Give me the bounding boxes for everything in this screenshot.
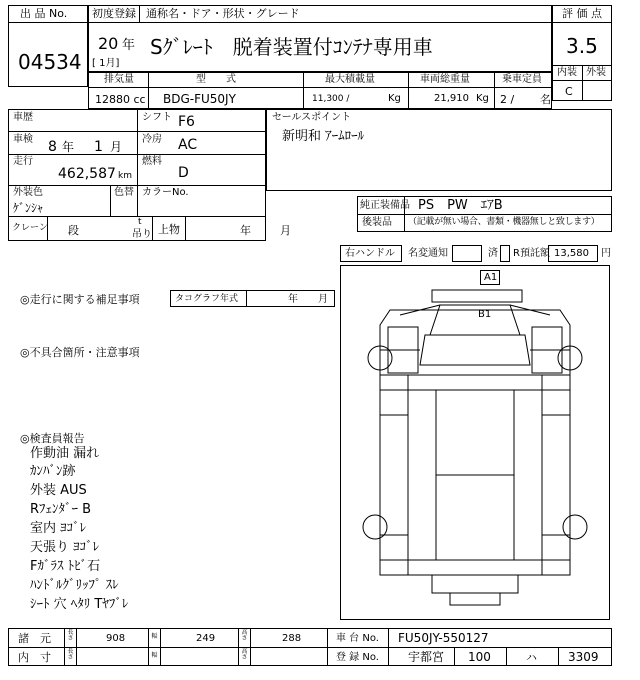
sales-label: セールスポイント: [272, 112, 352, 123]
reg-month: [ 1月]: [92, 58, 120, 69]
plate-label: 登 録 No.: [336, 652, 379, 663]
rating-label: 評 価 点: [562, 7, 602, 20]
lift-label: 上物: [158, 223, 180, 236]
model-label: 型 式: [196, 74, 236, 85]
lot-no: 04534: [18, 50, 82, 74]
height-value: 288: [282, 633, 302, 644]
displacement-label: 排気量: [104, 74, 134, 85]
plate-kana: ハ: [526, 651, 537, 664]
inspector-line: Fｶﾞﾗｽ ﾄﾋﾞ石: [30, 559, 101, 574]
mileage: 462,587: [58, 166, 116, 182]
name-change-label: 名変通知: [408, 248, 448, 259]
equipment-value: PS PW ｴｱB: [418, 198, 503, 213]
tachograph-label: タコグラフ年式: [175, 294, 239, 304]
inspection-month-unit: 月: [110, 140, 123, 154]
lot-no-label: 出 品 No.: [20, 7, 68, 20]
color-no-label: 色替: [114, 187, 134, 198]
plate-region: 宇都宮: [408, 650, 445, 664]
exterior-color-label: 外装色: [13, 187, 43, 198]
lift-year-unit: 年: [240, 224, 251, 237]
recycle-label: R預託額: [513, 248, 550, 259]
aircon-value: AC: [178, 137, 198, 153]
inspection-month: 1: [94, 139, 103, 155]
width-value: 249: [196, 633, 216, 644]
inspection-label: 車検: [13, 134, 33, 145]
height-label: 高さ: [241, 629, 248, 642]
exterior-label: 外装: [586, 67, 606, 78]
tachograph-month-unit: 月: [318, 294, 328, 305]
inspection-year-unit: 年: [62, 140, 75, 154]
inspection-year: 8: [48, 139, 57, 155]
name-label: 通称名・ドア・形状・グレード: [146, 7, 300, 20]
reg-year: 20: [98, 34, 119, 53]
shift-value: F6: [178, 114, 195, 130]
recycle-amount: 13,580: [554, 248, 589, 259]
plate-number: 3309: [568, 650, 599, 664]
lift-month-unit: 月: [280, 224, 291, 237]
capacity: 2 /: [500, 93, 515, 106]
displacement: 12880 cc: [95, 93, 146, 106]
width-label-inner: 幅: [151, 652, 158, 659]
inner-label: 内 寸: [18, 651, 51, 664]
rating-value: 3.5: [566, 34, 598, 58]
mileage-unit: km: [118, 171, 132, 181]
gross-weight-unit: Kg: [476, 93, 489, 104]
recycle-check-box: [500, 245, 510, 262]
inspector-line: 天張り ﾖｺﾞﾚ: [30, 540, 100, 555]
inspector-line: 外装 AUS: [30, 483, 87, 498]
first-reg-label: 初度登録: [92, 7, 136, 20]
length-value: 908: [106, 633, 126, 644]
max-load: 11,300 /: [312, 94, 350, 104]
inspector-line: ｼｰﾄ 穴 ﾍﾀﾘ Tﾔﾌﾞﾚ: [30, 597, 129, 612]
mileage-label: 走行: [13, 156, 33, 167]
interior-rating: C: [565, 85, 573, 98]
inspector-line: 作動油 漏れ: [30, 446, 100, 461]
fuel-value: D: [178, 165, 189, 181]
sales-text: 新明和 ｱｰﾑﾛｰﾙ: [282, 129, 365, 144]
shift-label: シフト: [142, 112, 172, 123]
aircon-label: 冷房: [142, 134, 162, 145]
tachograph-year-unit: 年: [288, 294, 298, 305]
inspector-label: ◎検査員報告: [20, 432, 85, 445]
model: BDG-FU50JY: [163, 92, 236, 106]
length-label-inner: 長さ: [67, 648, 74, 661]
width-label: 幅: [151, 633, 158, 640]
max-load-unit: Kg: [388, 93, 401, 104]
crane-ton-unit: t: [138, 217, 142, 227]
reg-year-unit: 年: [122, 38, 136, 53]
plate-class: 100: [468, 650, 491, 664]
grade-title: Sｸﾞﾚｰﾄ 脱着装置付ｺﾝﾃﾅ専用車: [150, 35, 433, 59]
inspector-line: ｶﾝﾊﾞﾝ跡: [30, 464, 76, 479]
inspector-line: ﾊﾝﾄﾞﾙｸﾞﾘｯﾌﾟ ｽﾚ: [30, 578, 119, 593]
length-label: 長さ: [67, 629, 74, 642]
crane-lift-unit: 吊り: [132, 229, 152, 240]
recycle-unit: 円: [601, 248, 611, 259]
color-code-label: カラーNo.: [142, 187, 189, 198]
inspector-line: 室内 ﾖｺﾞﾚ: [30, 521, 87, 536]
mark-a1: A1: [484, 272, 498, 283]
crane-stage-unit: 段: [68, 224, 79, 237]
equipment-label: 純正装備品: [360, 200, 410, 211]
capacity-unit: 名: [540, 93, 551, 106]
chassis-label: 車 台 No.: [336, 633, 379, 644]
exterior-color: ｹﾞﾝｼｬ: [13, 201, 44, 215]
fuel-label: 燃料: [142, 156, 162, 167]
name-change-box: [452, 245, 482, 262]
chassis-value: FU50JY-550127: [398, 631, 489, 645]
height-label-inner: 高さ: [241, 648, 248, 661]
driving-remarks-label: ◎走行に関する補足事項: [20, 293, 140, 306]
interior-label: 内装: [557, 67, 577, 78]
history-label: 車歴: [13, 112, 33, 123]
aftermarket-note: （記載が無い場合、書類・機器無しと致します）: [408, 217, 600, 227]
steering: 右ハンドル: [345, 248, 395, 259]
outer-label: 諸 元: [18, 632, 51, 645]
aftermarket-label: 後装品: [362, 217, 392, 228]
inspector-line: Rﾌｪﾝﾀﾞｰ B: [30, 502, 92, 517]
gross-weight: 21,910: [434, 93, 469, 104]
mark-b1: B1: [478, 309, 492, 320]
truck-diagram: [340, 265, 610, 620]
crane-label: クレーン: [12, 223, 48, 233]
capacity-label: 乗車定員: [502, 74, 542, 85]
defects-label: ◎不具合箇所・注意事項: [20, 346, 140, 359]
max-load-label: 最大積載量: [325, 74, 375, 85]
gross-weight-label: 車両総重量: [420, 74, 470, 85]
recycle-check: 済: [488, 248, 498, 259]
